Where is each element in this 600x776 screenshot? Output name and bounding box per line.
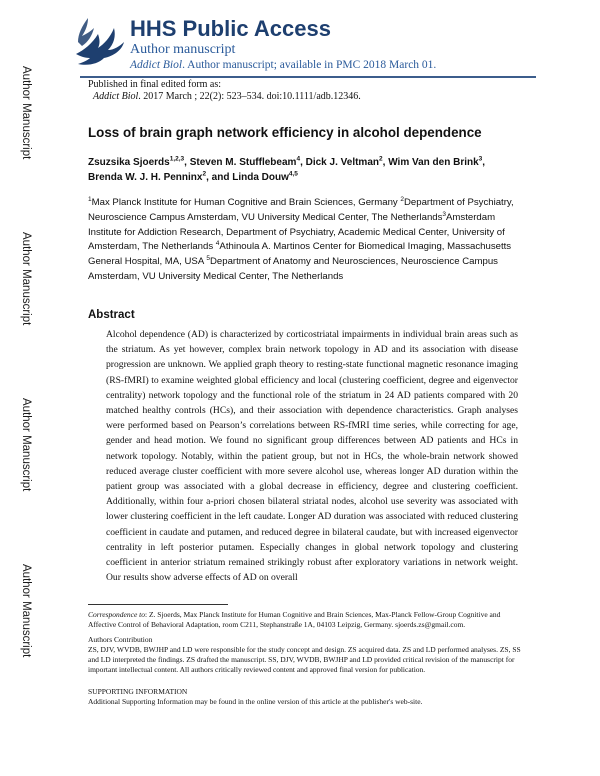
support-text: Additional Supporting Information may be found in the online version of this article at the publisher's web-site. [88, 697, 423, 706]
author-affiliation-mark: 2 [379, 155, 383, 163]
author-name: Zsuzsika Sjoerds [88, 157, 170, 168]
affiliation-text: Department of Psychiatry, Neuroscience Campus Amsterdam, VU University Medical Center, The Netherlands [88, 197, 514, 223]
footnote-divider [88, 604, 228, 605]
sidebar [0, 0, 50, 776]
sidebar-label: Author Manuscript [20, 66, 32, 160]
support-heading: SUPPORTING INFORMATION [88, 687, 188, 696]
contrib-text: ZS, DJV, WVDB, BWJHP and LD were responsible for the study concept and design. ZS acquired data. ZS and LD performed analyses. ZS, SS and LD interpreted the findings. ZS drafted the manuscript. SS, DJV, WVDB, BWJHP and LD provided critical revision of the manuscript for important intellectual content. All authors critically reviewed content and approved final version for publication. [88, 645, 521, 674]
author-separator: , [300, 157, 306, 168]
abstract-heading: Abstract [88, 309, 135, 321]
author-affiliation-mark: 2 [202, 170, 207, 178]
affiliation-text: Department of Anatomy and Neurosciences, Neuroscience Campus Amsterdam, VU University Medical Center, The Netherlands [88, 256, 498, 282]
affiliation-text: Athinoula A. Martinos Center for Biomedical Imaging, Massachusetts General Hospital, MA, USA [88, 241, 512, 268]
affiliation-mark: 3 [442, 210, 447, 218]
author-name: Steven M. Stufflebeam [189, 157, 297, 168]
hhs-eagle-logo-icon [70, 14, 130, 72]
affiliation-mark: 5 [206, 255, 210, 262]
author-affiliation-mark: 4,5 [288, 170, 298, 178]
author-name: Wim Van den Brink [388, 157, 479, 168]
author-affiliation-mark: 1,2,3 [169, 155, 185, 163]
header-title: HHS Public Access [130, 16, 331, 41]
header-subtitle: Author manuscript [130, 42, 236, 57]
sidebar-label: Author Manuscript [20, 398, 32, 492]
contrib-heading: Authors Contribution [88, 635, 153, 644]
affiliation-mark: 4 [215, 240, 220, 248]
correspondence-text: : Z. Sjoerds, Max Planck Institute for Human Cognitive and Brain Sciences, Max-Planck Fellow-Group Cognitive and Affective Control of Behavioral Adaptation, room C211, Stephanstraße 1A, 04103 Leipzig, Germany. sjoerds.zs@gmail.com. [88, 610, 501, 629]
affiliation-text: Max Planck Institute for Human Cognitive and Brain Sciences, Germany [91, 197, 401, 208]
affiliations [88, 196, 518, 285]
author-separator: , [184, 157, 190, 168]
correspondence-label: Correspondence to [88, 610, 146, 619]
sidebar-label: Author Manuscript [20, 564, 32, 658]
correspondence-note [88, 610, 528, 630]
author-name: Dick J. Veltman [305, 157, 379, 168]
availability-text: . Author manuscript; available in PMC 2018 March 01. [182, 59, 437, 71]
citation-details: . 2017 March ; 22(2): 523–534. doi:10.1111/adb.12346. [138, 91, 361, 102]
article-title: Loss of brain graph network efficiency in alcohol dependence [88, 125, 482, 140]
author-affiliation-mark: 3 [478, 155, 483, 163]
author-affiliation-mark: 4 [296, 155, 301, 163]
citation [93, 91, 361, 102]
author-separator: , [482, 157, 486, 168]
author-list [88, 155, 518, 185]
header-availability [130, 59, 436, 71]
published-label: Published in final edited form as: [88, 79, 222, 90]
author-name: Brenda W. J. H. Penninx [88, 172, 203, 183]
sidebar-label: Author Manuscript [20, 232, 32, 326]
abstract-text: Alcohol dependence (AD) is characterized by corticostriatal impairments in individual brain areas such as the striatum. As yet however, complex brain network topology in AD and its association with disease progression are unknown. We applied graph theory to resting-state functional magnetic resonance imaging (RS-fMRI) to examine weighted global efficiency and local (clustering coefficient, degree and eigenvector centrality) network topology and the functional role of the striatum in 24 AD patients compared with 20 matched healthy controls (HCs), and their association with dependence characteristics. Graph analyses were performed based on Pearson’s correlations between RS-fMRI time series, while correcting for age, gender and head motion. We found no significant group differences between AD patients and HCs in network topology. Notably, within the patient group, but not in HCs, the whole-brain network showed reduced average cluster coefficient with more severe alcohol use, whereas longer AD duration within the patient group was associated with a global decrease in efficiency, degree and clustering coefficient. Additionally, within four a-priori chosen bilateral striatal nodes, alcohol use severity was associated with lower clustering coefficient in the left caudate. Longer AD duration was associated with reduced clustering coefficient in caudate and putamen, and reduced degree in bilateral caudate, but with increased eigenvector centrality in left posterior putamen. Especially changes in global network topology and clustering coefficient in anterior striatum remained strikingly robust after exploratory variations in network weight. Our results show adverse effects of AD on overall [106, 329, 518, 584]
affiliation-mark: 1 [88, 195, 92, 203]
journal-abbrev: Addict Biol [130, 59, 183, 71]
author-separator: , [382, 157, 389, 168]
citation-journal: Addict Biol [93, 91, 139, 102]
author-separator: , and [206, 172, 233, 183]
affiliation-mark: 2 [400, 195, 404, 203]
affiliation-text: Amsterdam Institute for Addiction Research, Department of Psychiatry, Academic Medical Center, University of Amsterdam, The Netherlands [88, 211, 505, 253]
author-name: Linda Douw [232, 172, 289, 183]
header-divider [80, 76, 536, 78]
